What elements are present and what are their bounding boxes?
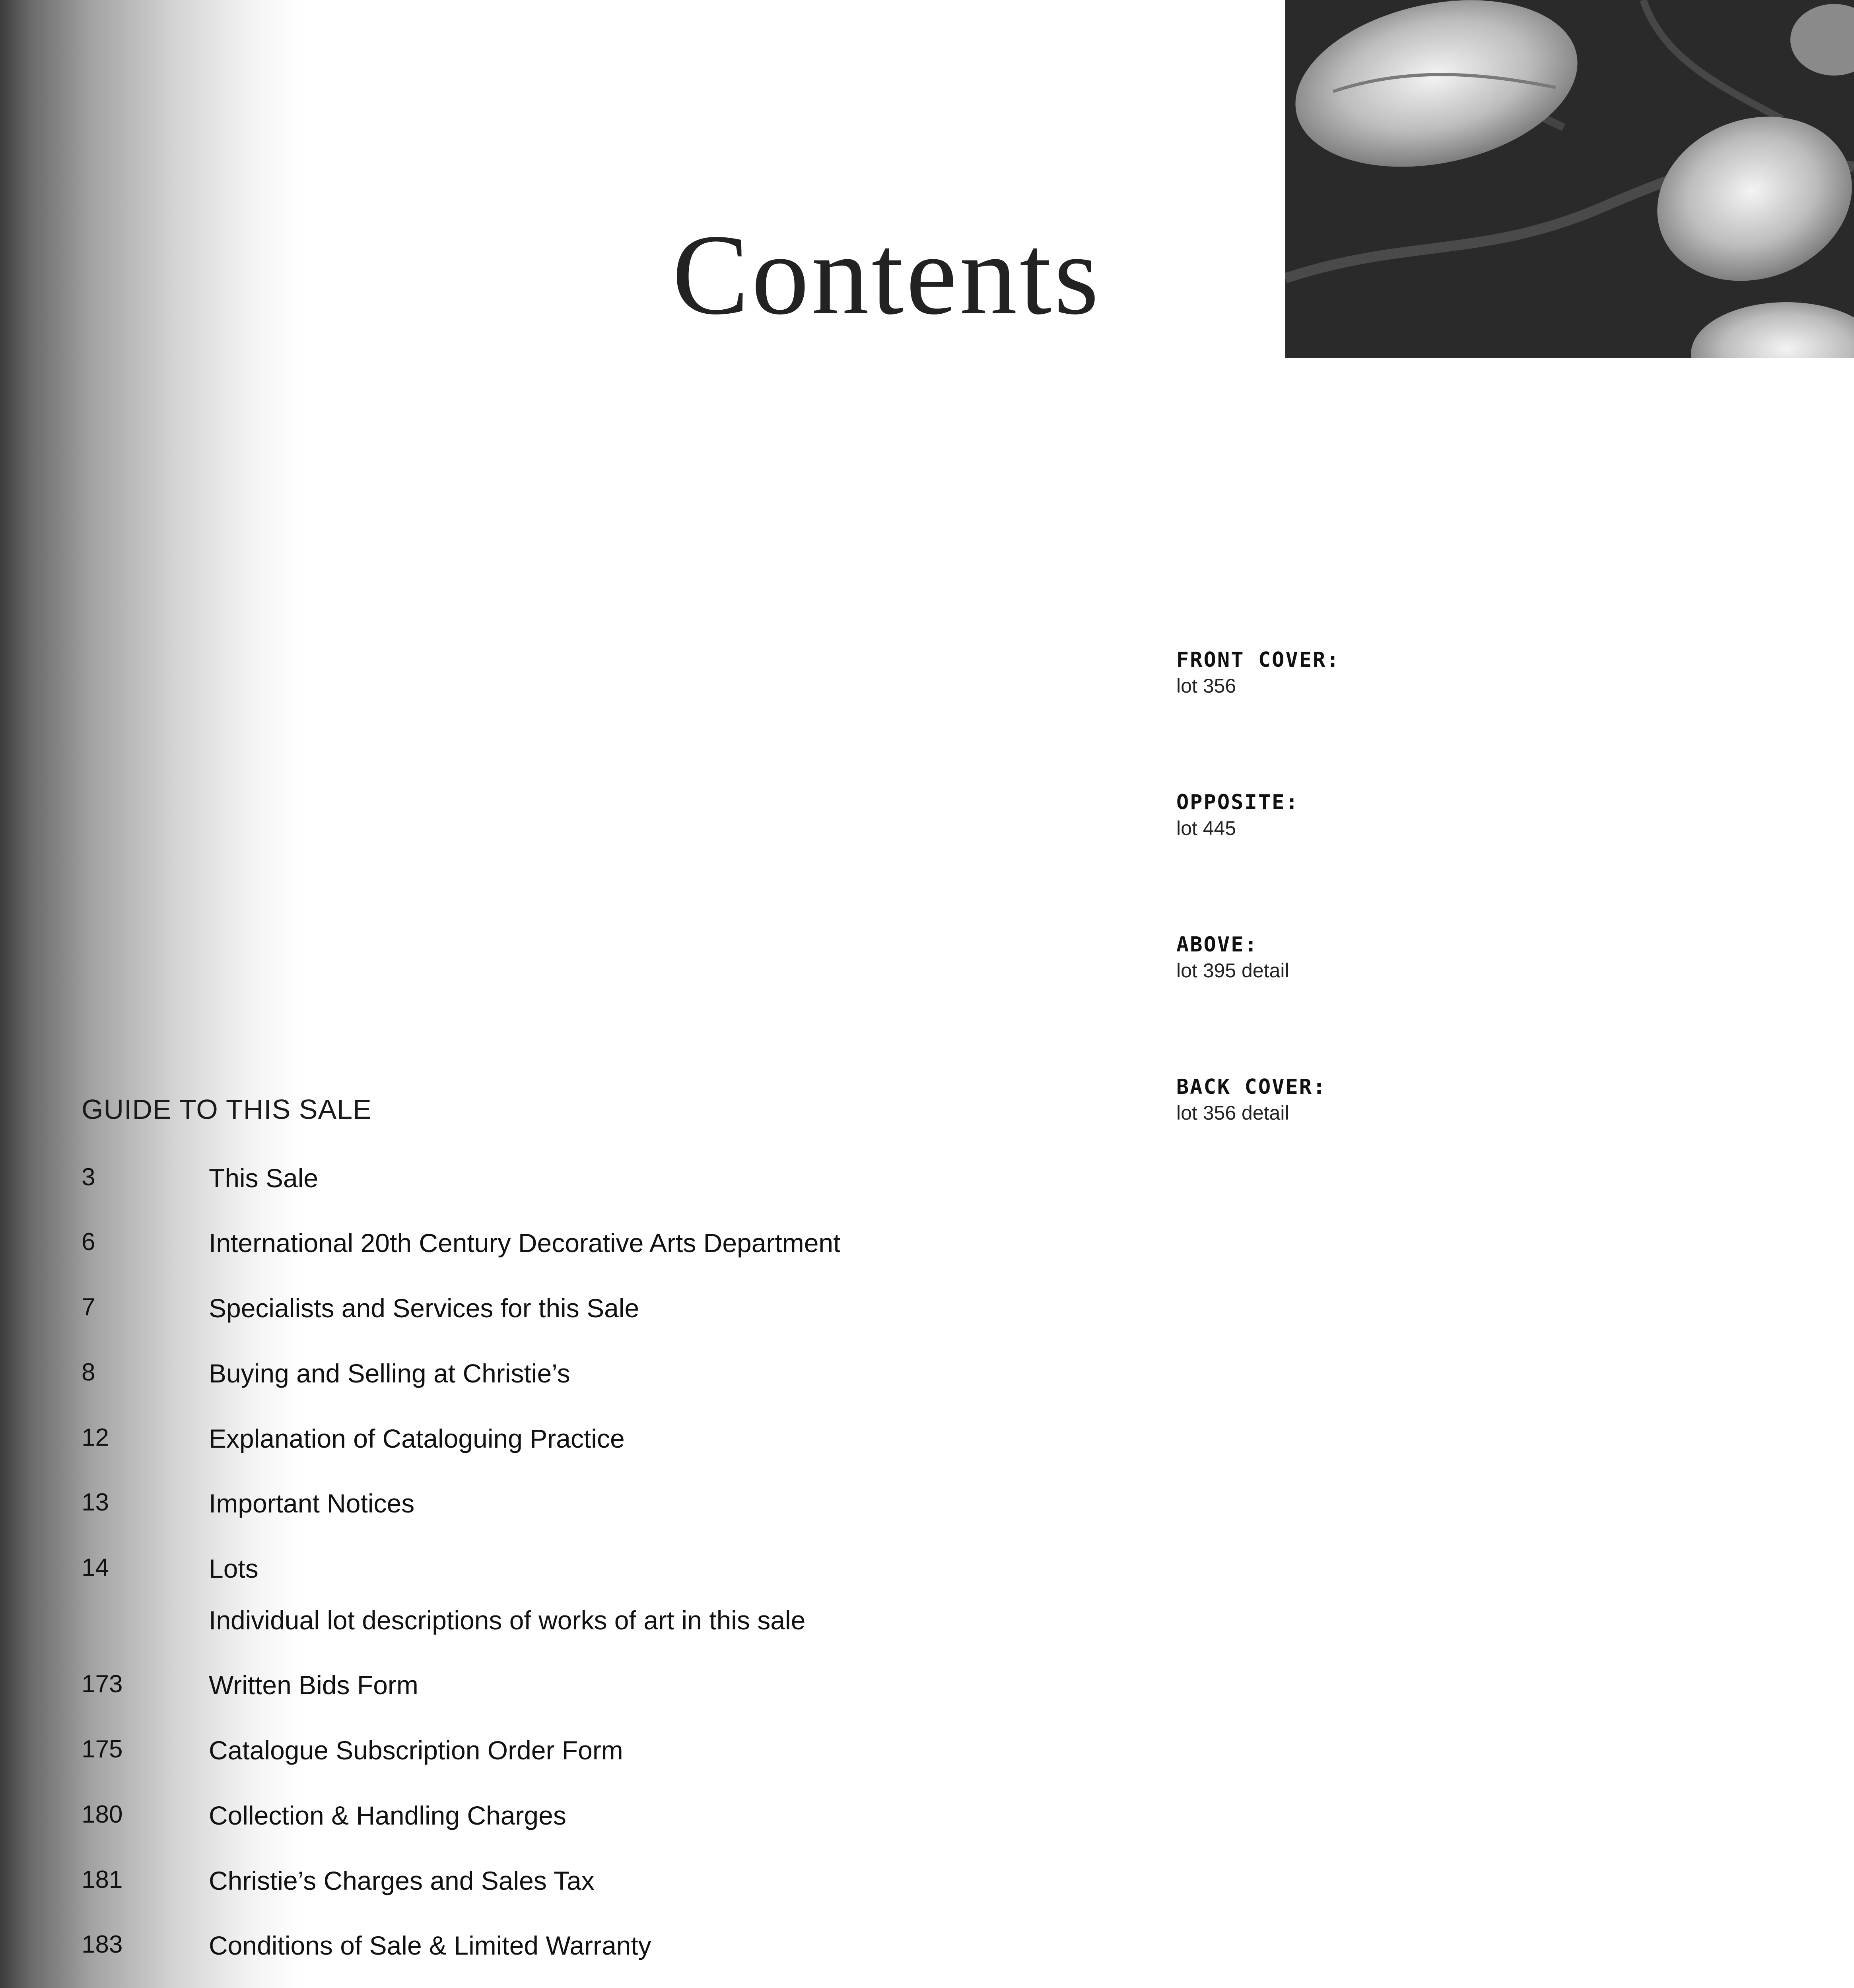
toc-entry[interactable] [0, 1866, 1034, 1909]
toc-page-number: 13 [82, 1489, 109, 1516]
toc-page-number: 175 [82, 1736, 123, 1763]
toc-title: Important Notices [209, 1489, 415, 1518]
toc-entry[interactable] [0, 1228, 1034, 1272]
toc-entry[interactable] [0, 1163, 1034, 1207]
toc-entry[interactable] [0, 1735, 1034, 1779]
toc-page-number: 8 [82, 1359, 95, 1386]
page-title: Contents [672, 211, 1102, 339]
toc-page-number: 3 [82, 1163, 95, 1191]
toc-title: Catalogue Subscription Order Form [209, 1736, 623, 1765]
toc-page-number: 6 [82, 1228, 95, 1256]
toc-title: Buying and Selling at Christie’s [209, 1359, 570, 1388]
toc-entry[interactable] [0, 1553, 1034, 1653]
toc-entry[interactable] [0, 1293, 1034, 1337]
credit-label: FRONT COVER: [1176, 648, 1340, 672]
credit-value: lot 356 detail [1176, 1102, 1289, 1124]
credit-label: OPPOSITE: [1176, 790, 1299, 814]
toc-title: Explanation of Cataloguing Practice [209, 1424, 625, 1453]
toc-entry[interactable] [0, 1423, 1034, 1467]
credit-front-cover [1176, 648, 1340, 697]
toc-title: Specialists and Services for this Sale [209, 1293, 639, 1323]
toc-entry[interactable] [0, 1358, 1034, 1402]
toc-entry[interactable] [0, 1488, 1034, 1532]
toc-title: Christie’s Charges and Sales Tax [209, 1866, 595, 1895]
toc-title: International 20th Century Decorative Arts Department [209, 1228, 841, 1258]
toc-page-number: 7 [82, 1293, 95, 1321]
toc-page-number: 183 [82, 1931, 123, 1958]
toc-title: Conditions of Sale & Limited Warranty [209, 1931, 651, 1960]
toc-entry[interactable] [0, 1930, 1034, 1974]
toc-title: This Sale [209, 1163, 319, 1193]
toc-entry[interactable] [0, 1800, 1034, 1844]
toc-page-number: 14 [82, 1554, 109, 1581]
credit-value: lot 356 [1176, 675, 1236, 697]
credit-value: lot 445 [1176, 817, 1236, 839]
guide-heading: GUIDE TO THIS SALE [82, 1094, 372, 1125]
credit-value: lot 395 detail [1176, 959, 1289, 982]
credit-label: ABOVE: [1176, 933, 1258, 957]
toc-title: Lots [209, 1554, 258, 1583]
toc-page-number: 173 [82, 1670, 123, 1698]
toc-page-number: 181 [82, 1866, 123, 1893]
toc-entry[interactable] [0, 1670, 1034, 1714]
toc-title: Collection & Handling Charges [209, 1801, 566, 1830]
toc-page-number: 180 [82, 1801, 123, 1828]
toc-title: Written Bids Form [209, 1670, 418, 1700]
toc-page-number: 12 [82, 1424, 109, 1451]
cover-detail-photo [1285, 0, 1854, 358]
credit-label: BACK COVER: [1176, 1075, 1327, 1099]
leaf-image [1285, 0, 1854, 358]
credit-opposite [1176, 790, 1299, 840]
credit-back-cover [1176, 1075, 1326, 1124]
credit-above [1176, 933, 1289, 982]
toc-subtitle: Individual lot descriptions of works of art in this sale [209, 1606, 806, 1635]
